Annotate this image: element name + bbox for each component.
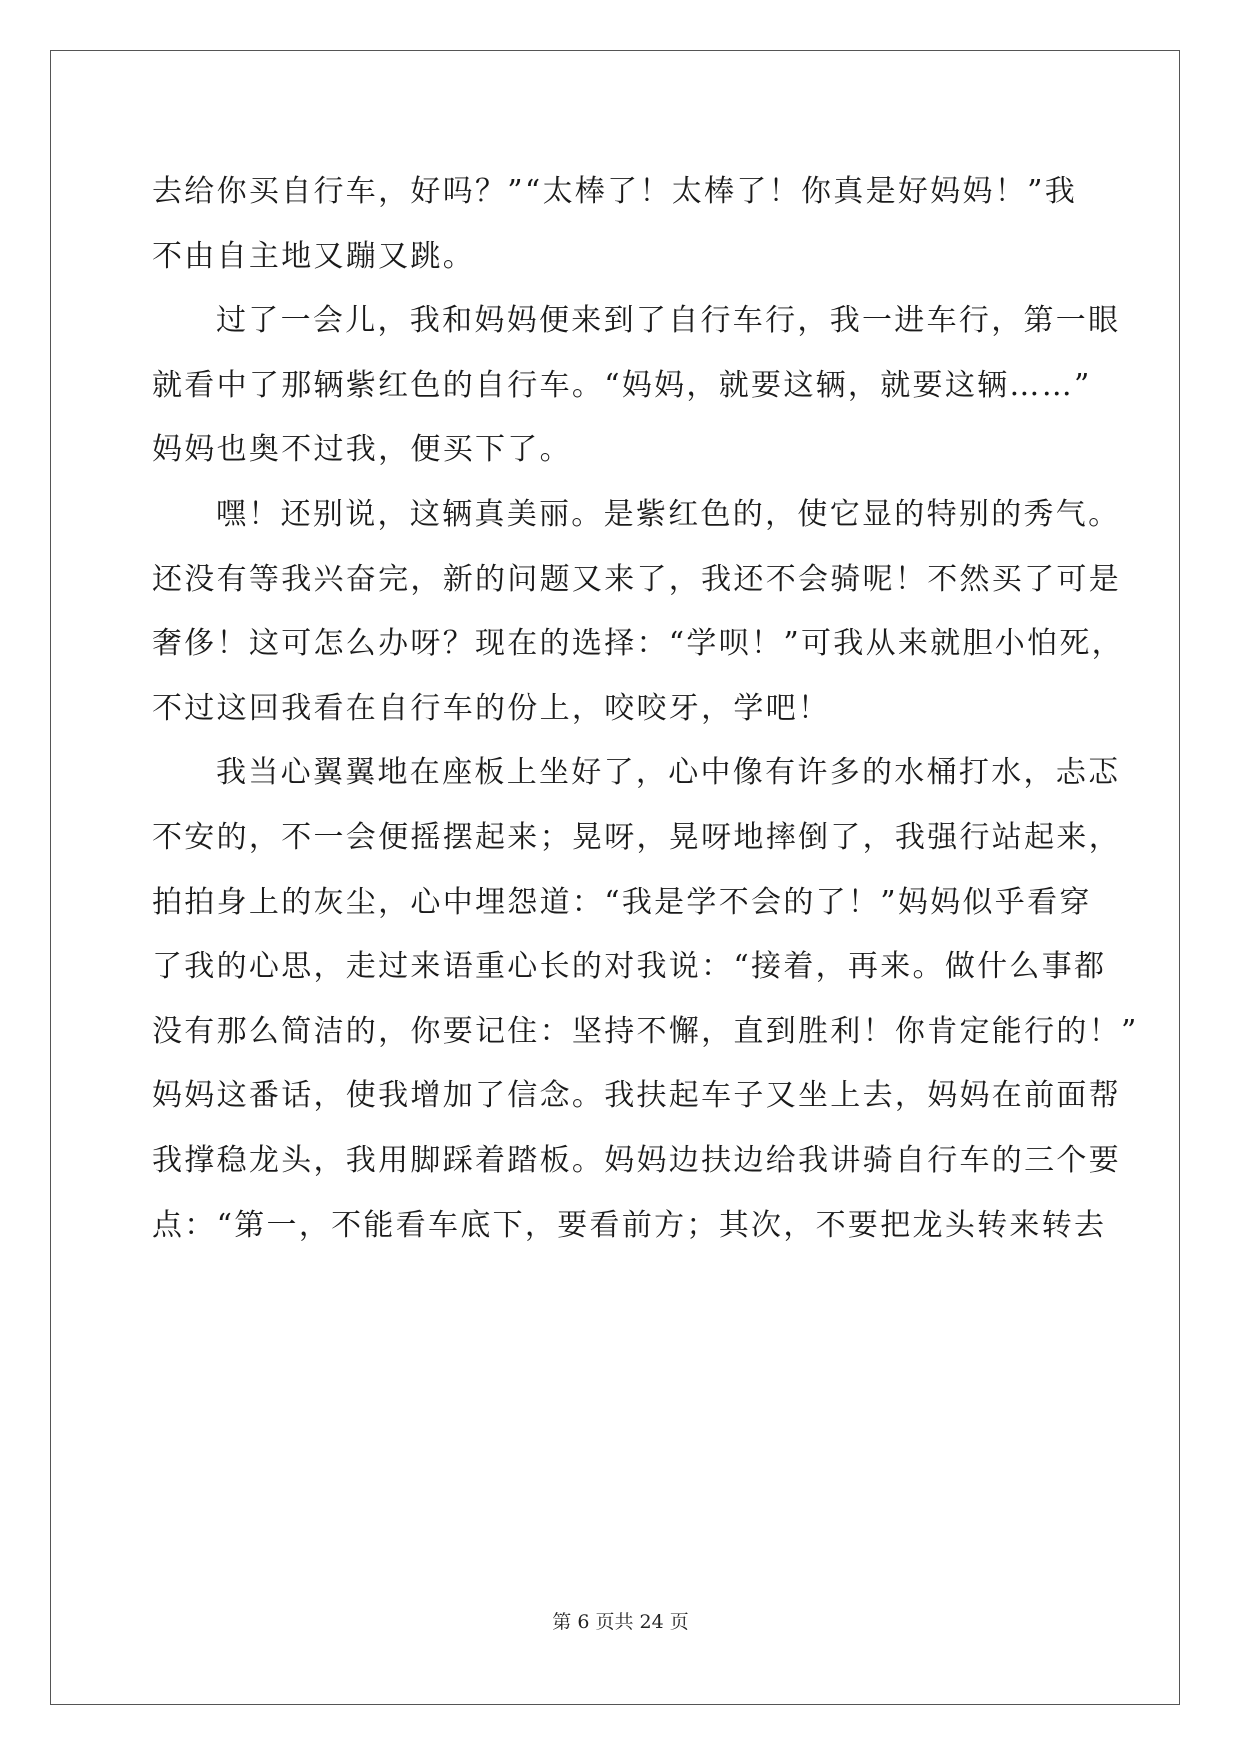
- text-line: 妈妈也奥不过我，便买下了。: [152, 432, 572, 468]
- text-line: 还没有等我兴奋完，新的问题又来了，我还不会骑呢！不然买了可是: [152, 561, 1121, 597]
- text-line: 不由自主地又蹦又跳。: [152, 238, 475, 274]
- text-line: 没有那么简洁的，你要记住：坚持不懈，直到胜利！你肯定能行的！”: [152, 1013, 1139, 1049]
- text-line: 去给你买自行车，好吗？”“太棒了！太棒了！你真是好妈妈！”我: [152, 174, 1078, 209]
- text-line: 点：“第一，不能看车底下，要看前方；其次，不要把龙头转来转去: [152, 1207, 1107, 1243]
- text-line: 嘿！还别说，这辆真美丽。是紫红色的，使它显的特别的秀气。: [216, 496, 1121, 532]
- text-line: 不安的，不一会便摇摆起来；晃呀，晃呀地摔倒了，我强行站起来，: [152, 819, 1121, 855]
- text-line: 了我的心思，走过来语重心长的对我说：“接着，再来。做什么事都: [152, 949, 1107, 985]
- text-line: 奢侈！这可怎么办呀？现在的选择：“学呗！”可我从来就胆小怕死，: [152, 626, 1124, 662]
- text-line: 我撑稳龙头，我用脚踩着踏板。妈妈边扶边给我讲骑自行车的三个要: [152, 1142, 1121, 1178]
- page-number: 第 6 页: [552, 1611, 615, 1633]
- text-line: 拍拍身上的灰尘，心中埋怨道：“我是学不会的了！”妈妈似乎看穿: [152, 884, 1092, 920]
- text-line: 就看中了那辆紫红色的自行车。“妈妈，就要这辆，就要这辆……”: [152, 367, 1092, 403]
- document-body: [152, 160, 1139, 1258]
- text-line: 妈妈这番话，使我增加了信念。我扶起车子又坐上去，妈妈在前面帮: [152, 1078, 1121, 1114]
- text-line: 过了一会儿，我和妈妈便来到了自行车行，我一进车行，第一眼: [216, 303, 1121, 339]
- text-line: 我当心翼翼地在座板上坐好了，心中像有许多的水桶打水，忐忑: [216, 755, 1121, 791]
- page-footer: [0, 1607, 1241, 1634]
- total-pages: 共 24 页: [614, 1611, 689, 1633]
- text-line: 不过这回我看在自行车的份上，咬咬牙，学吧！: [152, 690, 831, 726]
